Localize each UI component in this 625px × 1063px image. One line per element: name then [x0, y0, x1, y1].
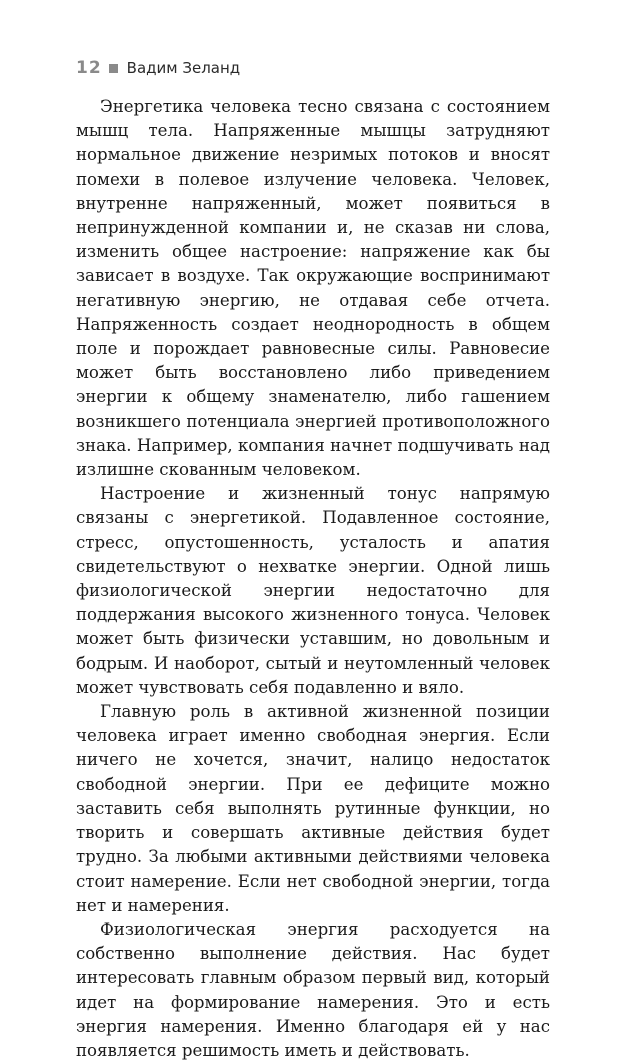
author-name: Вадим Зеланд — [126, 59, 241, 77]
running-head — [76, 56, 240, 80]
paragraph: Энергетика человека тесно связана с состоянием мышц тела. Напряженные мышцы затрудняют нормальное движение незримых потоков и вносят помехи в полевое излучение человека. Человек, внутренне напряженный, может появиться в непринужденной компании и, не сказав ни слова, изменить общее настроение: напряжение как бы зависает в воздухе. Так окружающие воспринимают негативную энергию, не отдавая себе отчета. Напряженность создает неоднородность в общем поле и порождает равновесные силы. Равновесие может быть восстановлено либо приведением энергии к общему знаменателю, либо гашением возникшего потенциала энергией противоположного знака. Например, компания начнет подшучивать над излишне скованным человеком. — [76, 97, 550, 480]
text-body — [76, 95, 550, 1063]
paragraph: Настроение и жизненный тонус напрямую связаны с энергетикой. Подавленное состояние, стресс, опустошенность, усталость и апатия свидетельствуют о нехватке энергии. Одной лишь физиологической энергии недостаточно для поддержания высокого жизненного тонуса. Человек может быть физически уставшим, но довольным и бодрым. И наоборот, сытый и неутомленный человек может чувствовать себя подавленно и вяло. — [76, 484, 550, 697]
paragraph: Физиологическая энергия расходуется на собственно выполнение действия. Нас будет интересовать главным образом первый вид, который идет на формирование намерения. Это и есть энергия намерения. Именно благодаря ей у нас появляется решимость иметь и действовать. — [76, 919, 550, 1060]
page-number: 12 — [76, 58, 102, 78]
paragraph: Главную роль в активной жизненной позиции человека играет именно свободная энергия. Если ничего не хочется, значит, налицо недостаток свободной энергии. При ее дефиците можно заставить себя выполнять рутинные функции, но творить и совершать активные действия будет трудно. За любыми активными действиями человека стоит намерение. Если нет свободной энергии, тогда нет и намерения. — [76, 702, 550, 915]
square-icon — [109, 64, 118, 73]
